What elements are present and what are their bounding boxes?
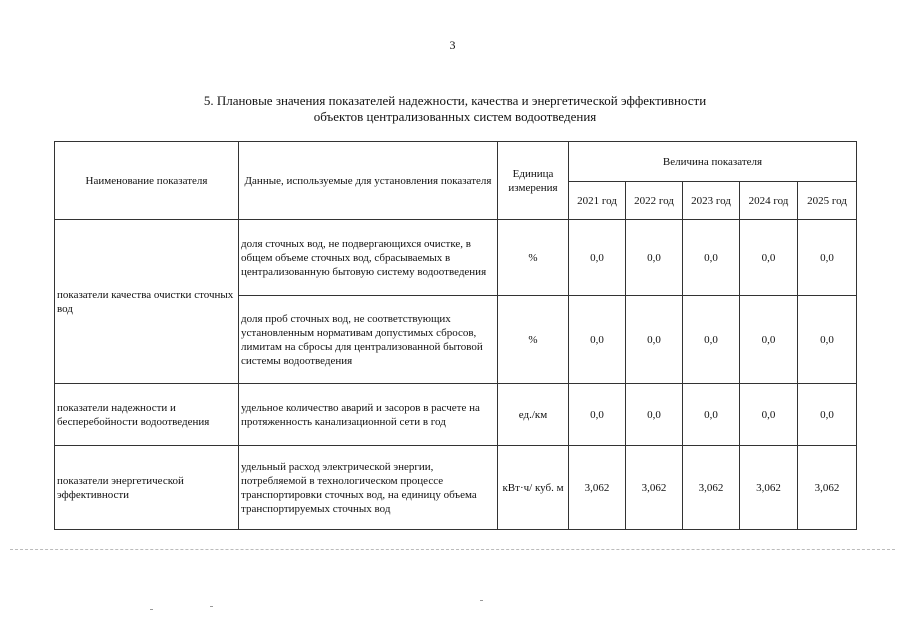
row-description: удельный расход электрической энергии, потребляемой в технологическом процессе транспортировки сточных вод, на единицу объема транспортируемых сточных вод <box>239 446 498 530</box>
page-number: 3 <box>449 38 456 52</box>
row-value: 0,0 <box>740 384 798 446</box>
row-value: 0,0 <box>798 220 857 296</box>
row-description: доля сточных вод, не подвергающихся очистке, в общем объеме сточных вод, сбрасываемых в централизованную бытовую систему водоотведения <box>239 220 498 296</box>
scan-speck <box>480 600 483 601</box>
group-label: показатели надежности и бесперебойности водоотведения <box>55 384 239 446</box>
table-row <box>55 446 857 530</box>
title-line-2: объектов централизованных систем водоотведения <box>313 109 597 124</box>
row-value: 0,0 <box>569 384 626 446</box>
header-name: Наименование показателя <box>55 142 239 220</box>
row-value: 0,0 <box>626 296 683 384</box>
header-year: 2021 год <box>569 182 626 220</box>
row-value: 0,0 <box>798 384 857 446</box>
header-year: 2025 год <box>798 182 857 220</box>
table-row <box>55 220 857 296</box>
row-value: 3,062 <box>798 446 857 530</box>
row-unit: % <box>498 296 569 384</box>
row-unit: % <box>498 220 569 296</box>
row-value: 0,0 <box>569 296 626 384</box>
row-unit: ед./км <box>498 384 569 446</box>
header-data: Данные, используемые для установления показателя <box>239 142 498 220</box>
table-row <box>55 384 857 446</box>
row-value: 0,0 <box>740 220 798 296</box>
header-year: 2023 год <box>683 182 740 220</box>
section-title <box>60 93 850 125</box>
header-value: Величина показателя <box>569 142 857 182</box>
header-year: 2024 год <box>740 182 798 220</box>
row-value: 0,0 <box>683 220 740 296</box>
row-value: 0,0 <box>626 220 683 296</box>
header-unit: Единица измерения <box>498 142 569 220</box>
row-value: 0,0 <box>798 296 857 384</box>
title-line-1: 5. Плановые значения показателей надежности, качества и энергетической эффективности <box>203 93 707 108</box>
row-value: 0,0 <box>683 384 740 446</box>
header-row <box>55 142 857 182</box>
row-value: 3,062 <box>626 446 683 530</box>
row-description: доля проб сточных вод, не соответствующих установленным нормативам допустимых сбросов, лимитам на сбросы для централизованной бытовой системы водоотведения <box>239 296 498 384</box>
row-value: 3,062 <box>683 446 740 530</box>
group-label: показатели качества очистки сточных вод <box>55 220 239 384</box>
row-value: 3,062 <box>569 446 626 530</box>
row-description: удельное количество аварий и засоров в расчете на протяженность канализационной сети в год <box>239 384 498 446</box>
header-year: 2022 год <box>626 182 683 220</box>
scan-speck <box>150 609 153 610</box>
row-value: 3,062 <box>740 446 798 530</box>
scan-artifact-line <box>10 549 895 551</box>
row-value: 0,0 <box>569 220 626 296</box>
indicators-table <box>54 141 857 530</box>
row-unit: кВт·ч/ куб. м <box>498 446 569 530</box>
group-label: показатели энергетической эффективности <box>55 446 239 530</box>
row-value: 0,0 <box>740 296 798 384</box>
row-value: 0,0 <box>626 384 683 446</box>
scan-speck <box>210 606 213 607</box>
row-value: 0,0 <box>683 296 740 384</box>
